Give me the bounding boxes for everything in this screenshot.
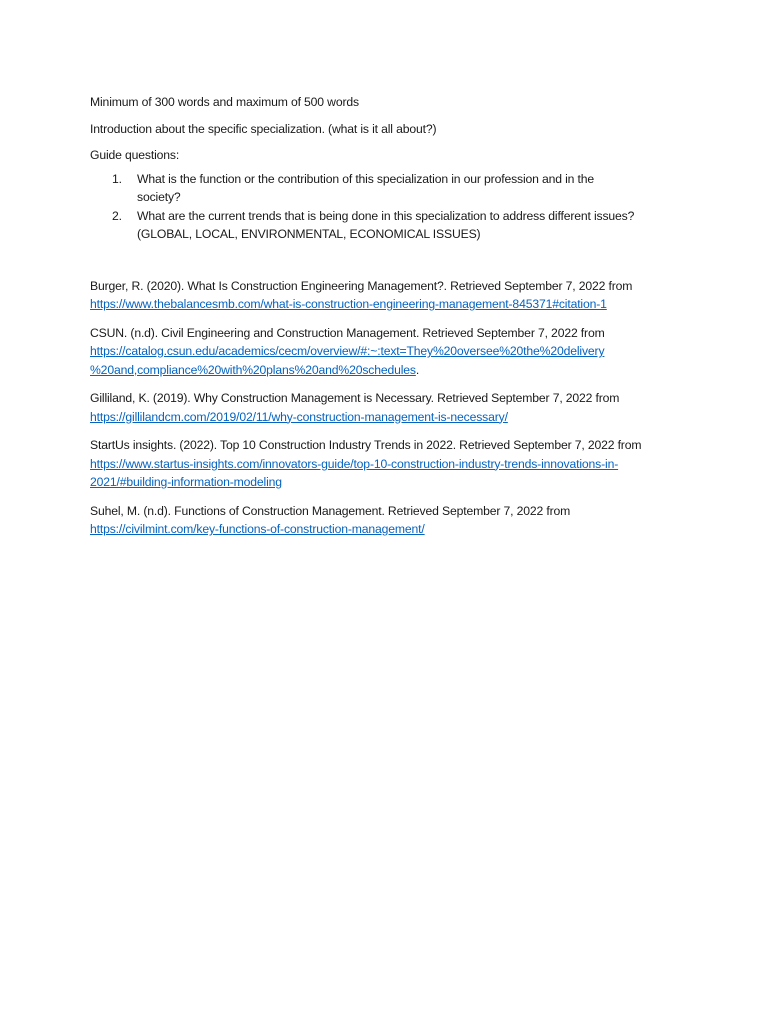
reference-link-continued[interactable]: 2021/#building-information-modeling xyxy=(90,475,282,489)
introduction-text: Introduction about the specific specialization. (what is it all about?) xyxy=(90,121,437,136)
reference-citation: Burger, R. (2020). What Is Construction Engineering Management?. Retrieved September 7, 2022 from xyxy=(90,278,633,293)
reference-link[interactable]: https://civilmint.com/key-functions-of-construction-management/ xyxy=(90,522,425,536)
reference-link[interactable]: https://www.thebalancesmb.com/what-is-construction-engineering-management-845371#citation-1 xyxy=(90,297,607,311)
references-section xyxy=(90,277,690,539)
list-item xyxy=(90,170,690,207)
list-item-text: (GLOBAL, LOCAL, ENVIRONMENTAL, ECONOMICAL ISSUES) xyxy=(137,227,481,241)
reference-entry xyxy=(90,324,690,380)
reference-link[interactable]: https://www.startus-insights.com/innovators-guide/top-10-construction-industry-trends-innovations-in- xyxy=(90,456,619,471)
guide-questions-list xyxy=(90,170,690,244)
word-limit-text: Minimum of 300 words and maximum of 500 words xyxy=(90,95,359,109)
reference-link-continued[interactable]: %20and,compliance%20with%20plans%20and%20schedules xyxy=(90,362,416,377)
list-item-number: 1. xyxy=(112,171,122,186)
reference-entry xyxy=(90,436,690,492)
reference-citation: Gilliland, K. (2019). Why Construction Management is Necessary. Retrieved September 7, 2022 from xyxy=(90,391,620,405)
reference-entry xyxy=(90,277,690,314)
list-item xyxy=(90,207,690,244)
list-item-text: society? xyxy=(137,190,181,204)
reference-citation: Suhel, M. (n.d). Functions of Construction Management. Retrieved September 7, 2022 from xyxy=(90,503,571,518)
document-page xyxy=(90,93,690,549)
list-item-text: What are the current trends that is being done in this specialization to address different issues? xyxy=(137,208,635,223)
reference-entry xyxy=(90,389,690,426)
reference-entry xyxy=(90,502,690,539)
reference-citation: StartUs insights. (2022). Top 10 Construction Industry Trends in 2022. Retrieved September 7, 2022 from xyxy=(90,438,642,452)
list-item-number: 2. xyxy=(112,208,122,223)
reference-link[interactable]: https://gillilandcm.com/2019/02/11/why-construction-management-is-necessary/ xyxy=(90,409,508,424)
reference-citation: CSUN. (n.d). Civil Engineering and Construction Management. Retrieved September 7, 2022 from xyxy=(90,325,605,340)
reference-link[interactable]: https://catalog.csun.edu/academics/cecm/overview/#:~:text=They%20oversee%20the%20delivery xyxy=(90,344,605,358)
list-item-text: What is the function or the contribution of this specialization in our profession and in the xyxy=(137,171,595,186)
guide-questions-heading: Guide questions: xyxy=(90,148,180,162)
reference-trailing-period: . xyxy=(415,362,420,377)
